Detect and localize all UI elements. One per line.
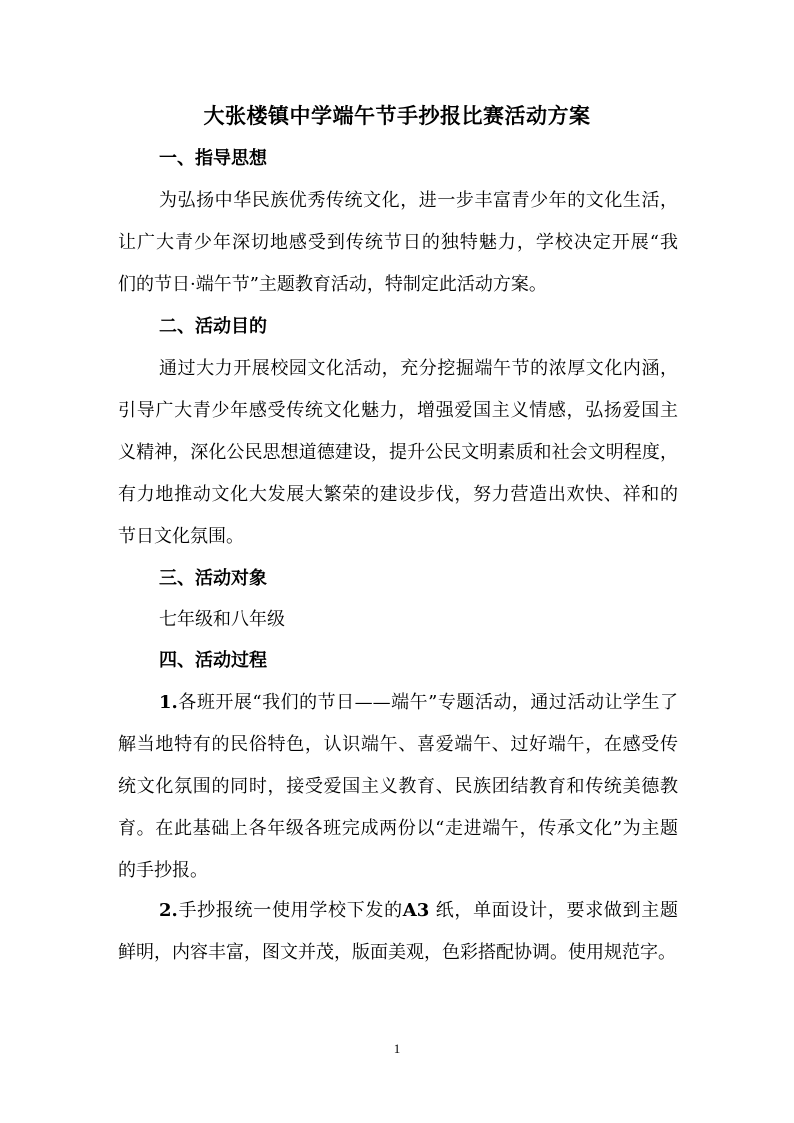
paragraph-line: 义精神，深化公民思想道德建设，提升公民文明素质和社会文明程度，: [118, 442, 678, 463]
paragraph-line: 通过大力开展校园文化活动，充分挖掘端午节的浓厚文化内涵，: [159, 358, 678, 379]
list-item-text: 手抄报统一使用学校下发的: [177, 900, 403, 921]
paragraph-line: 有力地推动文化大发展大繁荣的建设步伐，努力营造出欢快、祥和的: [118, 484, 678, 505]
paragraph-line: 鲜明，内容丰富，图文并茂，版面美观，色彩搭配协调。使用规范字。: [118, 942, 676, 963]
paragraph-line: 让广大青少年深切地感受到传统节日的独特魅力，学校决定开展“我: [118, 232, 678, 253]
paragraph-line: 节日文化氛围。: [118, 526, 244, 547]
section-heading-guiding-ideology: 一、指导思想: [159, 148, 267, 169]
paragraph-line: 为弘扬中华民族优秀传统文化，进一步丰富青少年的文化生活，: [159, 190, 678, 211]
list-item-text: 纸，单面设计，要求做到主题: [429, 900, 678, 921]
list-item-text: 各班开展“我们的节日——端午”专题活动，通过活动让学生了: [177, 692, 678, 713]
section-heading-activity-process: 四、活动过程: [159, 650, 267, 671]
paragraph-line: 们的节日·端午节”主题教育活动，特制定此活动方案。: [118, 274, 547, 295]
page-number: 1: [393, 1041, 401, 1056]
list-item-line: [159, 690, 678, 716]
paragraph-line: 育。在此基础上各年级各班完成两份以“走进端午，传承文化”为主题: [118, 818, 678, 839]
paragraph-line: 七年级和八年级: [159, 609, 285, 630]
paragraph-line: 解当地特有的民俗特色，认识端午、喜爱端午、过好端午，在感受传: [118, 734, 678, 755]
paper-size-label: A3: [402, 900, 430, 921]
section-heading-activity-purpose: 二、活动目的: [159, 316, 267, 337]
document-title: 大张楼镇中学端午节手抄报比赛活动方案: [203, 103, 591, 128]
paragraph-line: 统文化氛围的同时，接受爱国主义教育、民族团结教育和传统美德教: [118, 776, 678, 797]
list-item-number: 1.: [159, 692, 178, 713]
list-item-number: 2.: [159, 900, 178, 921]
list-item-line: [159, 898, 678, 924]
paragraph-line: 的手抄报。: [118, 860, 208, 881]
section-heading-activity-target: 三、活动对象: [159, 568, 267, 589]
paragraph-line: 引导广大青少年感受传统文化魅力，增强爱国主义情感，弘扬爱国主: [118, 400, 678, 421]
